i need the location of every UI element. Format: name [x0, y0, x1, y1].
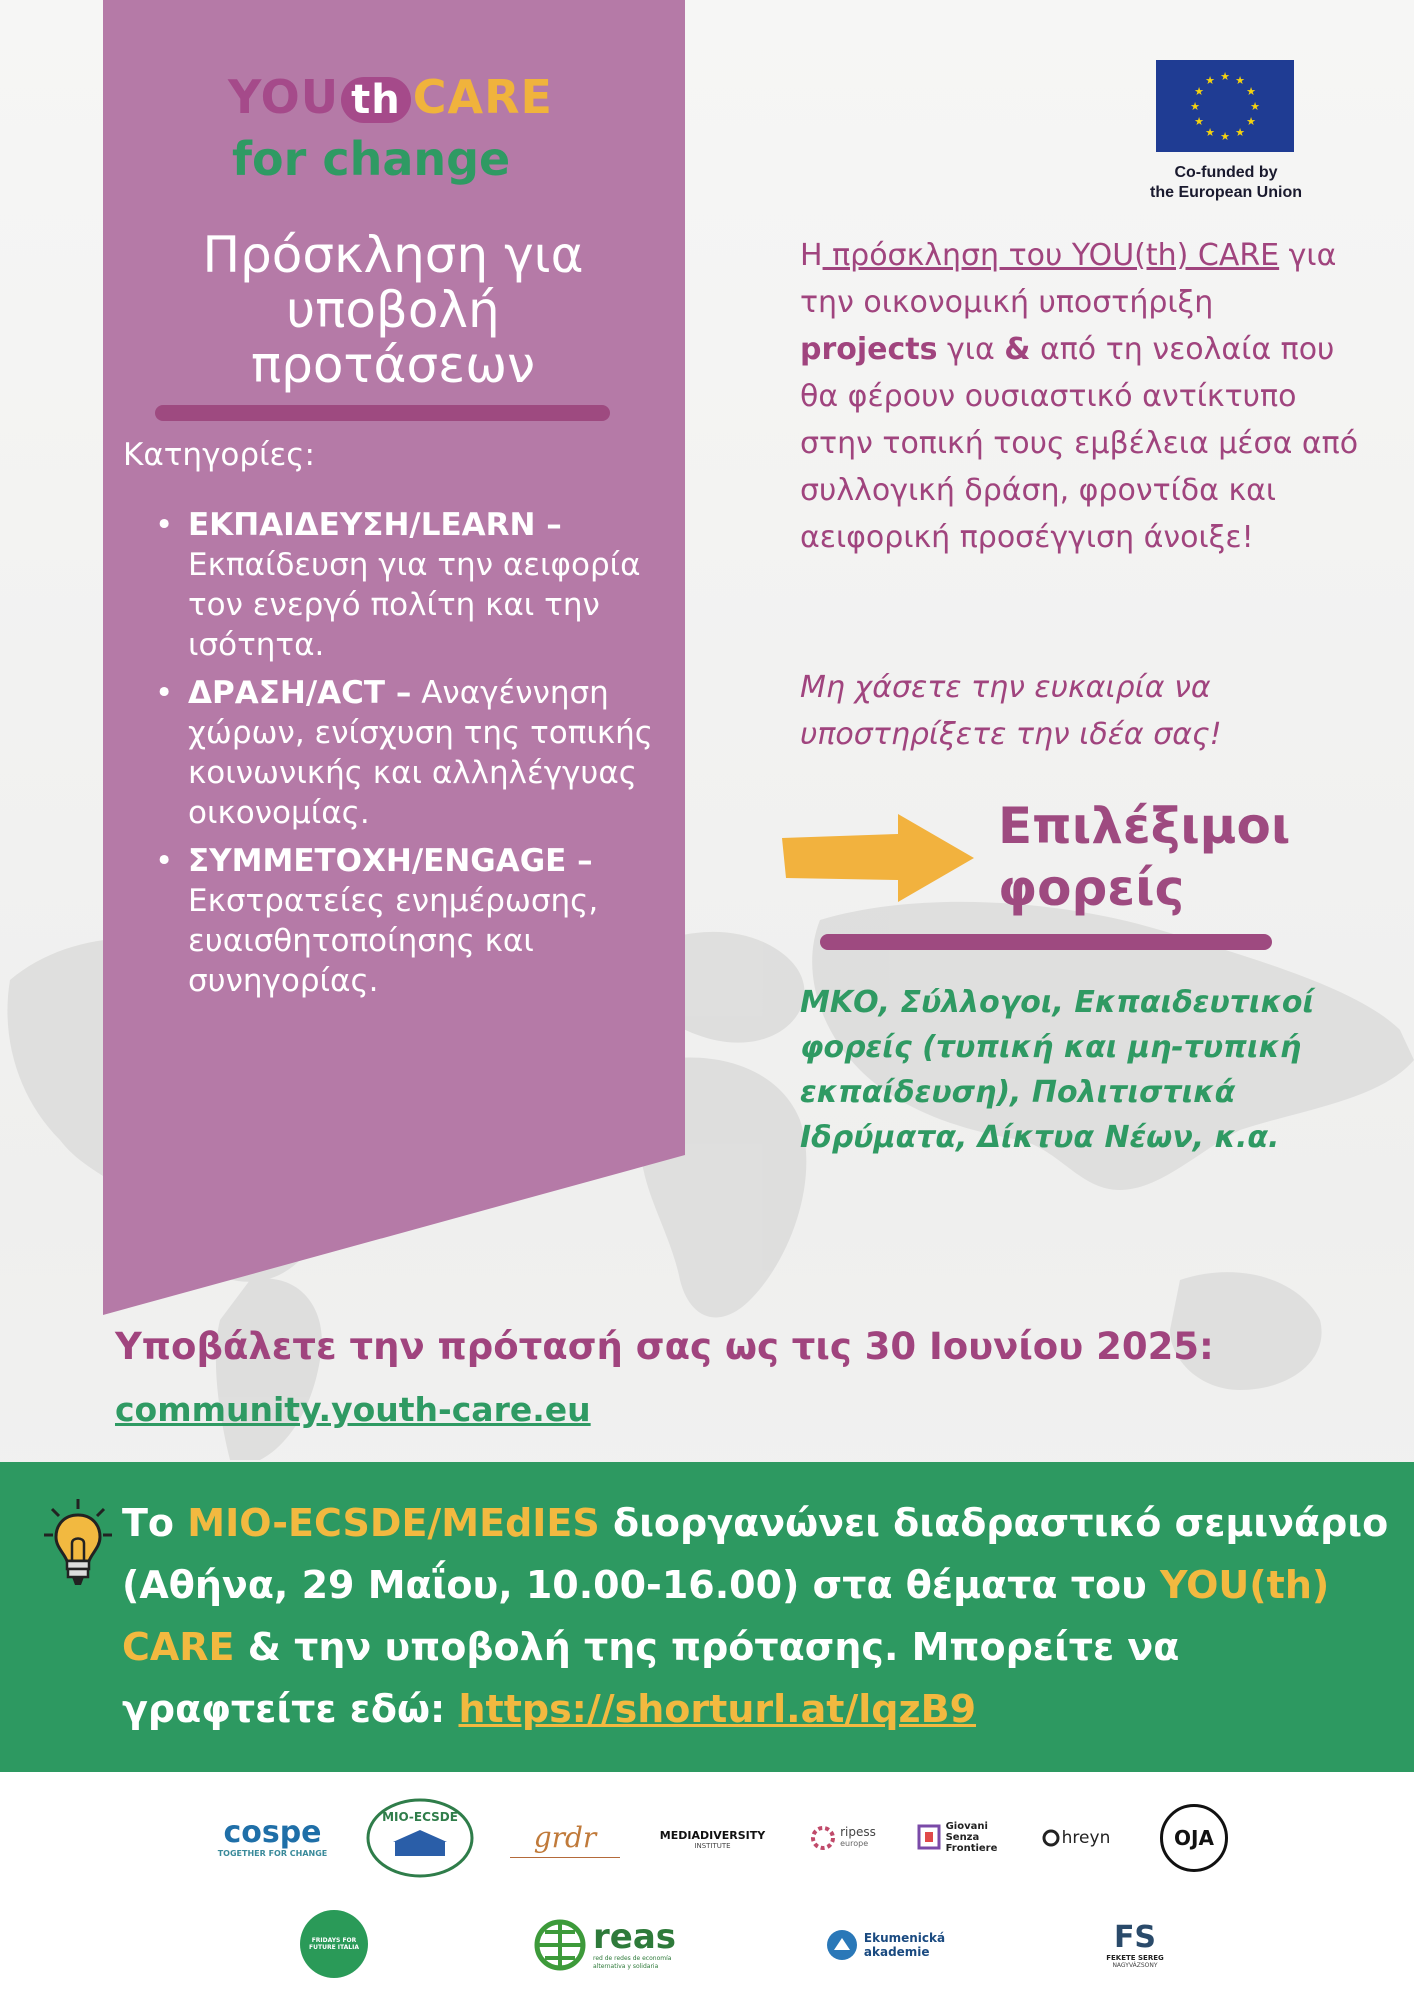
seminar-t2: διοργανώνει διαδραστικό σεμινάριο (Αθήνα, 29 Μαΐου, 10.00-16.00) στα θέματα του [122, 1501, 1389, 1607]
grdr-name: grdr [533, 1821, 597, 1854]
media-name: MEDIADIVERSITY [659, 1828, 766, 1842]
call-part3: για την οικονομική υποστήριξη [800, 238, 1337, 320]
seminar-text [122, 1492, 1402, 1740]
reas-sub: red de redes de economía alternativa y solidaria [593, 1955, 672, 1970]
cospe-tagline: TOGETHER FOR CHANGE [217, 1848, 328, 1858]
categories-list [143, 505, 683, 1009]
category-name: ΔΡΑΣΗ/ACT – [188, 675, 412, 711]
mio-ecsde-logo [365, 1796, 475, 1880]
call-announcement [800, 232, 1360, 561]
call-reminder: Μη χάσετε την ευκαιρία να υποστηρίξετε την ιδέα σας! [800, 670, 1222, 752]
community-link[interactable]: community.youth-care.eu [115, 1390, 591, 1429]
category-item-learn [143, 505, 683, 665]
arrow-right-icon [778, 812, 978, 904]
eu-cofunded-text [1130, 163, 1322, 203]
partner-logos [0, 1772, 1414, 2000]
seminar-t1: Το [122, 1501, 188, 1545]
category-name: ΣΥΜΜΕΤΟΧΗ/ENGAGE – [188, 843, 593, 879]
lightbulb-icon [42, 1497, 114, 1589]
svg-text:★: ★ [1190, 100, 1200, 113]
seminar-banner [0, 1462, 1414, 1772]
call-part6: & [1004, 332, 1031, 367]
logo-th: th [341, 77, 411, 123]
logo-care: CARE [412, 70, 553, 124]
seminar-project: YOU(th) CARE [122, 1563, 1330, 1669]
ripess-name: ripess [840, 1825, 876, 1839]
hreyn-name: hreyn [1061, 1828, 1111, 1848]
svg-text:★: ★ [1235, 74, 1245, 87]
fs-sub1: FEKETE SEREG [1106, 1953, 1164, 1962]
left-panel [103, 0, 685, 1315]
ekumenicka-akademie-logo [820, 1922, 950, 1968]
eu-line2: the European Union [1150, 184, 1302, 201]
category-item-engage [143, 841, 683, 1001]
categories-label: Κατηγορίες: [123, 437, 315, 473]
reas-logo [528, 1910, 688, 1980]
fs-sub2: NAGYVÁZSONY [1112, 1961, 1158, 1969]
eligible-title: Επιλέξιμοι φορείς [998, 797, 1291, 917]
gsf-line1: Giovani [945, 1820, 988, 1832]
fs-name: FS [1113, 1919, 1157, 1955]
reas-globe-icon [533, 1918, 587, 1972]
svg-text:★: ★ [1246, 115, 1256, 128]
youth-care-logo [228, 70, 568, 200]
grdr-logo [510, 1818, 620, 1858]
fff-name: FRIDAYS FOR FUTURE ITALIA [309, 1937, 359, 1951]
svg-text:★: ★ [1205, 126, 1215, 139]
ripess-emblem-icon [810, 1825, 836, 1851]
svg-text:★: ★ [1194, 115, 1204, 128]
seminar-org: MIO-ECSDE/MEdIES [187, 1501, 600, 1545]
mio-name: MIO-ECSDE [382, 1810, 458, 1824]
bullet-icon: • [155, 843, 174, 879]
eligible-underline-bar [820, 934, 1272, 950]
svg-text:★: ★ [1220, 130, 1230, 143]
panel-title: Πρόσκληση για υποβολή προτάσεων [202, 226, 584, 394]
svg-text:★: ★ [1235, 126, 1245, 139]
gsf-logo [912, 1814, 1002, 1860]
gsf-emblem-icon [917, 1822, 943, 1852]
oja-name: OJA [1174, 1826, 1214, 1850]
svg-text:★: ★ [1205, 74, 1215, 87]
category-description: Εκπαίδευση για την αειφορία τον ενεργό πολίτη και την ισότητα. [188, 547, 641, 663]
ekumenicka-emblem-icon [825, 1928, 859, 1962]
bullet-icon: • [155, 507, 174, 543]
svg-text:★: ★ [1220, 70, 1230, 83]
deadline-text: Υποβάλετε την πρότασή σας ως τις 30 Ιουνίου 2025: [115, 1325, 1214, 1368]
cospe-name: cospe [223, 1814, 322, 1850]
ripess-sub: europe [840, 1839, 869, 1848]
svg-text:★: ★ [1246, 85, 1256, 98]
title-underline-bar [155, 405, 610, 421]
category-item-act [143, 673, 683, 833]
call-part5: για [937, 332, 1005, 367]
category-description: Αναγέννηση χώρων, ενίσχυση της τοπικής κοινωνικής και αλληλέγγυας οικονομίας. [188, 675, 653, 831]
cospe-logo [210, 1810, 335, 1864]
media-diversity-logo [655, 1822, 770, 1856]
call-part1: Η [800, 238, 823, 273]
hreyn-emblem-icon [1042, 1829, 1060, 1847]
mio-ecsde-emblem-icon [365, 1796, 475, 1880]
hreyn-logo [1036, 1820, 1116, 1856]
eu-flag-icon [1156, 60, 1294, 152]
gsf-line2: Senza [945, 1831, 980, 1843]
reas-name: reas [593, 1917, 677, 1957]
category-description: Εκστρατείες ενημέρωσης, ευαισθητοποίησης και συνηγορίας. [188, 883, 599, 999]
seminar-t3: & την υποβολή της πρότασης. Μπορείτε να γραφτείτε εδώ: [122, 1625, 1180, 1731]
category-name: ΕΚΠΑΙΔΕΥΣΗ/LEARN – [188, 507, 562, 543]
fekete-sereg-logo [1100, 1910, 1170, 1980]
eku-line1: Ekumenická [863, 1931, 946, 1945]
logo-you: YOU [228, 70, 340, 124]
gsf-line3: Frontiere [945, 1842, 998, 1854]
media-sub: INSTITUTE [694, 1841, 731, 1850]
oja-logo [1160, 1804, 1228, 1872]
eligible-list: ΜΚΟ, Σύλλογοι, Εκπαιδευτικοί φορείς (τυπική και μη-τυπική εκπαίδευση), Πολιτιστικά Ιδρύματα, Δίκτυα Νέων, κ.α. [800, 985, 1315, 1155]
svg-text:★: ★ [1194, 85, 1204, 98]
eu-line1: Co-funded by [1174, 164, 1278, 181]
logo-for-change: for change [232, 132, 511, 186]
fridays-for-future-logo [300, 1910, 368, 1978]
svg-text:★: ★ [1250, 100, 1260, 113]
call-part4: projects [800, 332, 938, 367]
eku-line2: akademie [863, 1945, 930, 1959]
call-part7: από τη νεολαία που θα φέρουν ουσιαστικό αντίκτυπο στην τοπική τους εμβέλεια μέσα από συλλογική δράση, φροντίδα και αειφορική προσέγγιση άνοιξε! [800, 332, 1359, 555]
call-part2: πρόσκληση του YOU(th) CARE [822, 238, 1280, 273]
bullet-icon: • [155, 675, 174, 711]
registration-link[interactable]: https://shorturl.at/lqzB9 [458, 1687, 977, 1731]
ripess-logo [808, 1818, 878, 1858]
